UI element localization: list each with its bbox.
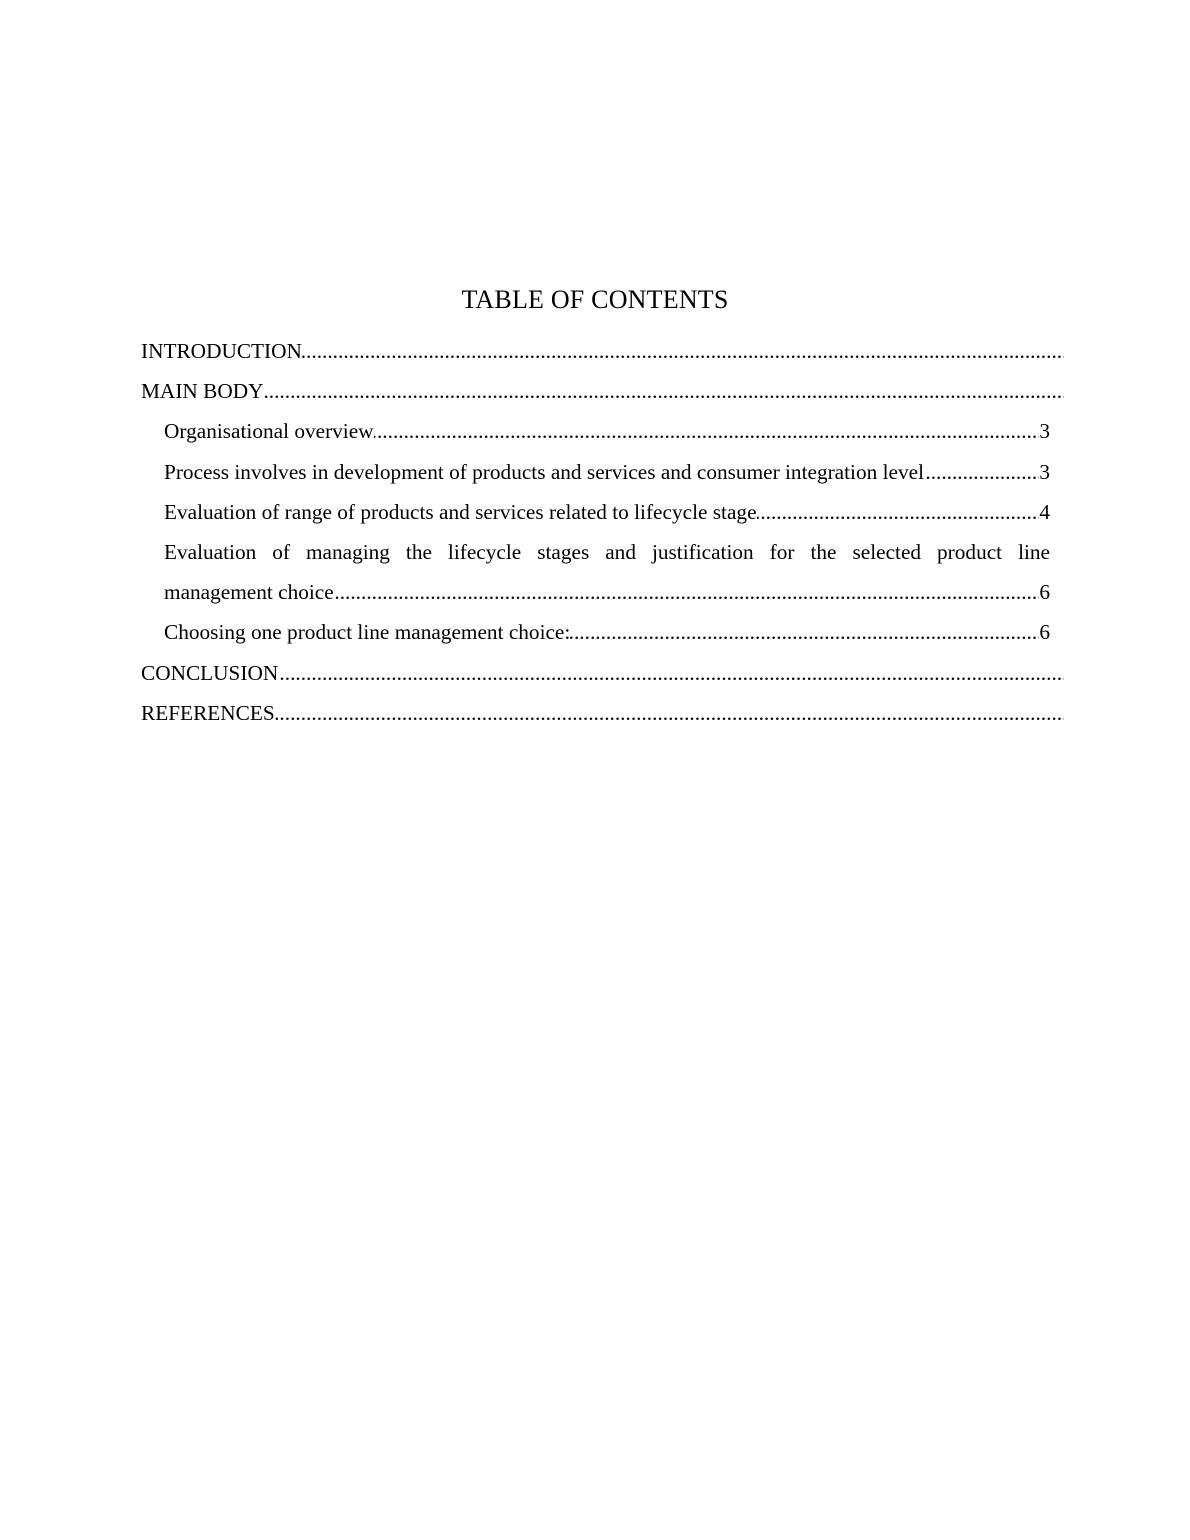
toc-page-number: 3	[1039, 457, 1050, 487]
dot-leader	[141, 698, 1064, 728]
toc-entry-label: CONCLUSION	[141, 660, 279, 685]
toc-entry-label: REFERENCES	[141, 700, 275, 725]
toc-entry-choosing-product-line[interactable]	[164, 617, 1050, 657]
toc-entry-label: Organisational overview	[164, 419, 374, 444]
toc-entry-evaluation-managing-line2[interactable]	[164, 577, 1050, 617]
toc-title: TABLE OF CONTENTS	[461, 285, 729, 314]
toc-entry-label: MAIN BODY	[141, 379, 264, 404]
toc-entry-label: management choice	[164, 580, 334, 605]
toc-entry-organisational-overview[interactable]	[164, 416, 1050, 456]
toc-entry-label: Evaluation of range of products and services related to lifecycle stage	[164, 499, 757, 524]
toc-entry-evaluation-managing-line1[interactable]	[164, 537, 1050, 577]
toc-entry-introduction[interactable]	[141, 336, 1064, 376]
toc-page-number: 3	[1039, 416, 1050, 446]
toc-entry-label: INTRODUCTION	[141, 339, 302, 363]
toc-entry-main-body[interactable]	[141, 376, 1064, 416]
toc-page-number: 6	[1039, 617, 1050, 647]
toc-entry-label: Evaluation of managing the lifecycle stages and justification for the selected product line	[164, 539, 1050, 564]
toc-entry-references[interactable]	[141, 698, 1064, 738]
toc-entry-conclusion[interactable]	[141, 658, 1064, 698]
toc-page-number: 4	[1039, 497, 1050, 527]
dot-leader	[141, 376, 1064, 406]
toc-entry-evaluation-range[interactable]	[164, 497, 1050, 537]
dot-leader	[141, 658, 1064, 688]
table-of-contents	[141, 336, 1064, 738]
toc-page-number: 6	[1039, 577, 1050, 607]
toc-entry-label: Process involves in development of products and services and consumer integration level	[164, 459, 924, 484]
toc-entry-label: Choosing one product line management choice:	[164, 620, 571, 645]
toc-entry-process-development[interactable]	[164, 457, 1050, 497]
